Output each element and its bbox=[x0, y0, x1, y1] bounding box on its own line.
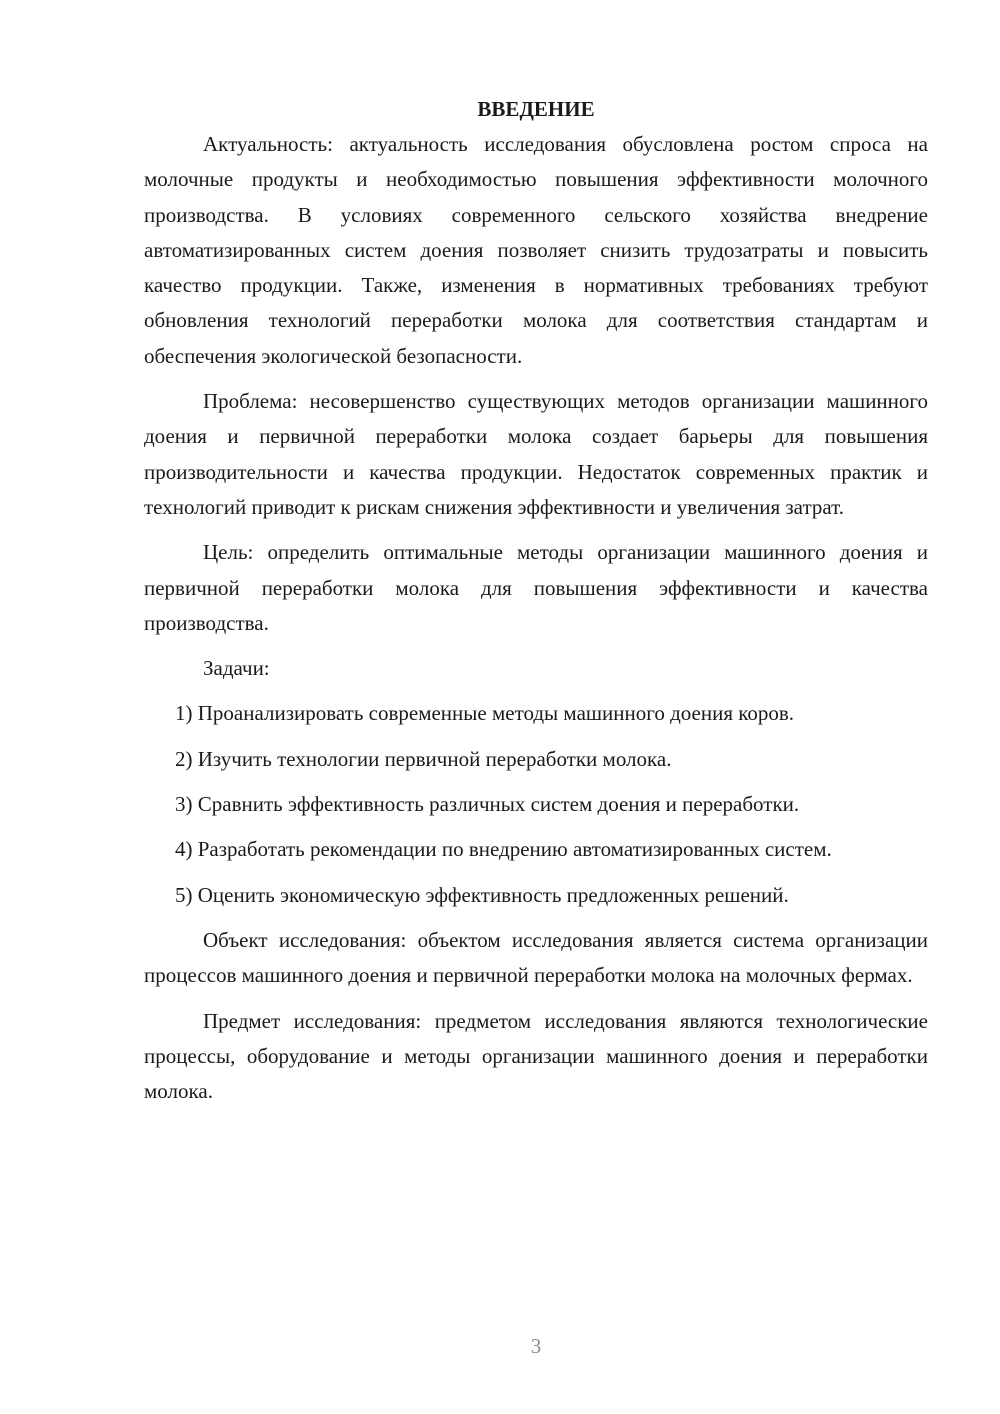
paragraph-object: Объект исследования: объектом исследования является система организации процессов машинного доения и первичной переработки молока на молочных фермах. bbox=[144, 927, 928, 988]
spacer bbox=[144, 641, 928, 651]
document-page bbox=[144, 92, 928, 1109]
task-item-3: 3) Сравнить эффективность различных систем доения и переработки. bbox=[175, 792, 800, 817]
task-item-1: 1) Проанализировать современные методы машинного доения коров. bbox=[175, 701, 795, 726]
spacer bbox=[144, 732, 928, 742]
spacer bbox=[144, 777, 928, 787]
spacer bbox=[144, 913, 928, 923]
spacer bbox=[144, 686, 928, 696]
spacer bbox=[144, 994, 928, 1004]
spacer bbox=[144, 525, 928, 535]
spacer bbox=[144, 374, 928, 384]
task-item-2: 2) Изучить технологии первичной переработки молока. bbox=[175, 746, 672, 771]
paragraph-problem: Проблема: несовершенство существующих методов организации машинного доения и первичной переработки молока создает барьеры для повышения производительности и качества продукции. Недостаток современных практик и технологий приводит к рискам снижения эффективности и увеличения затрат. bbox=[144, 389, 928, 519]
paragraph-goal: Цель: определить оптимальные методы организации машинного доения и первичной переработки молока для повышения эффективности и качества производства. bbox=[144, 540, 928, 635]
page-number: 3 bbox=[530, 1334, 542, 1358]
page-title: ВВЕДЕНИЕ bbox=[477, 97, 595, 121]
paragraph-subject: Предмет исследования: предметом исследования являются технологические процессы, оборудование и методы организации машинного доения и переработки молока. bbox=[144, 1008, 928, 1104]
paragraph-relevance: Актуальность: актуальность исследования обусловлена ростом спроса на молочные продукты и необходимостью повышения эффективности молочного производства. В условиях современного сельского хозяйства внедрение автоматизированных систем доения позволяет снизить трудозатраты и повысить качество продукции. Также, изменения в нормативных требованиях требуют обновления технологий переработки молока для соответствия стандартам и обеспечения экологической безопасности. bbox=[144, 132, 928, 368]
tasks-heading: Задачи: bbox=[203, 656, 270, 681]
task-item-4: 4) Разработать рекомендации по внедрению автоматизированных систем. bbox=[175, 837, 832, 862]
spacer bbox=[144, 822, 928, 832]
spacer bbox=[144, 868, 928, 878]
task-item-5: 5) Оценить экономическую эффективность предложенных решений. bbox=[175, 882, 789, 907]
